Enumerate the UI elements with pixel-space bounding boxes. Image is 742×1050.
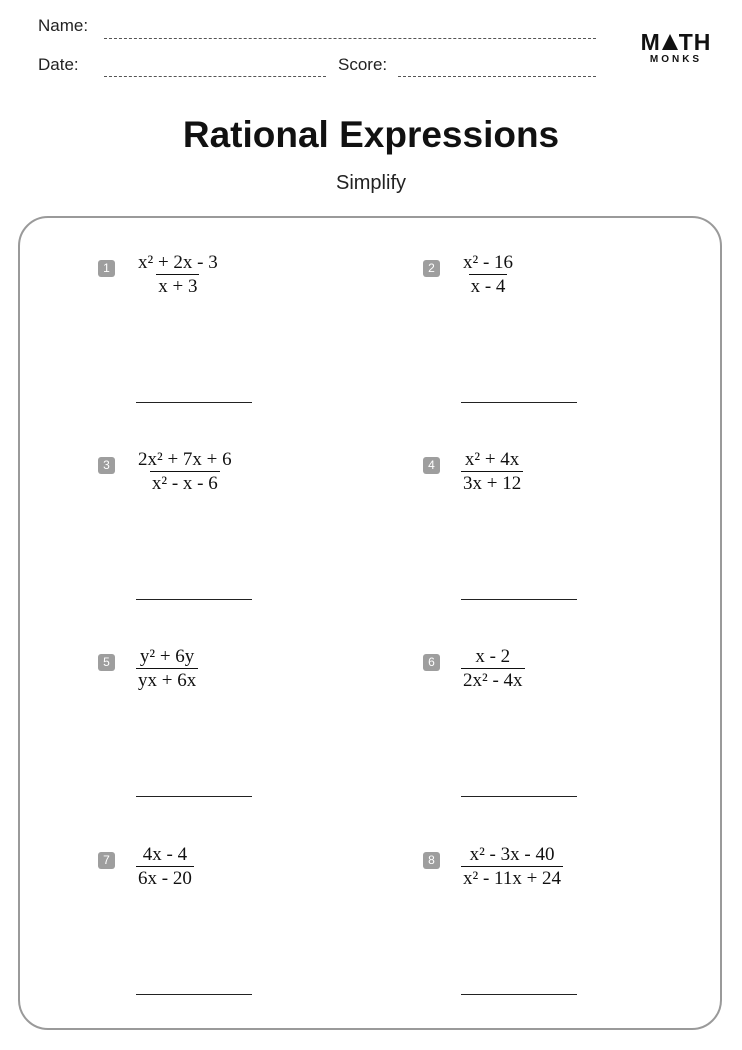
fraction [136,449,234,494]
numerator: x² + 4x [464,449,520,470]
problem-1 [98,252,398,432]
problem-number-badge: 3 [98,457,115,474]
problem-number-badge: 1 [98,260,115,277]
name-field[interactable] [104,38,596,39]
fraction [136,252,220,297]
fraction [136,646,198,691]
name-label: Name: [38,16,89,35]
answer-line[interactable] [461,599,577,600]
numerator: x² - 16 [463,252,514,273]
fraction [461,646,525,691]
problem-2 [423,252,723,432]
numerator: x² + 2x - 3 [138,252,218,273]
fraction [461,449,523,494]
numerator: y² + 6y [139,646,195,667]
problems-panel [18,216,722,1030]
problem-3 [98,449,398,629]
fraction [136,844,194,889]
date-label: Date: [38,55,79,74]
answer-line[interactable] [136,402,252,403]
problem-number-badge: 4 [423,457,440,474]
denominator: x + 3 [158,276,198,297]
problem-number-badge: 6 [423,654,440,671]
answer-line[interactable] [136,599,252,600]
logo-subtext: MONKS [649,54,703,65]
problem-number-badge: 5 [98,654,115,671]
problem-4 [423,449,723,629]
logo-wordmark [630,30,722,54]
score-label: Score: [338,55,388,74]
math-monks-logo [630,30,722,65]
denominator: 3x + 12 [463,473,522,494]
answer-line[interactable] [461,994,577,995]
denominator: yx + 6x [138,670,197,691]
page-title: Rational Expressions [182,114,560,155]
problem-7 [98,844,398,1024]
problem-number-badge: 7 [98,852,115,869]
denominator: 2x² - 4x [463,670,523,691]
denominator: x - 4 [470,276,506,297]
problem-5 [98,646,398,826]
fraction [461,844,563,889]
problem-8 [423,844,723,1024]
numerator: x² - 3x - 40 [469,844,555,865]
answer-line[interactable] [136,994,252,995]
denominator: x² - 11x + 24 [463,868,562,889]
problem-number-badge: 2 [423,260,440,277]
denominator: x² - x - 6 [151,473,218,494]
logo-text-left: M [640,29,661,55]
denominator: 6x - 20 [138,868,192,889]
problem-6 [423,646,723,826]
logo-triangle-icon [662,34,678,50]
numerator: 4x - 4 [142,844,188,865]
numerator: x - 2 [475,646,511,667]
answer-line[interactable] [461,796,577,797]
date-field[interactable] [104,76,326,77]
score-field[interactable] [398,76,596,77]
problem-number-badge: 8 [423,852,440,869]
answer-line[interactable] [136,796,252,797]
fraction [461,252,515,297]
numerator: 2x² + 7x + 6 [138,449,232,470]
page-subtitle: Simplify [335,172,406,194]
logo-text-right: TH [678,29,712,55]
answer-line[interactable] [461,402,577,403]
